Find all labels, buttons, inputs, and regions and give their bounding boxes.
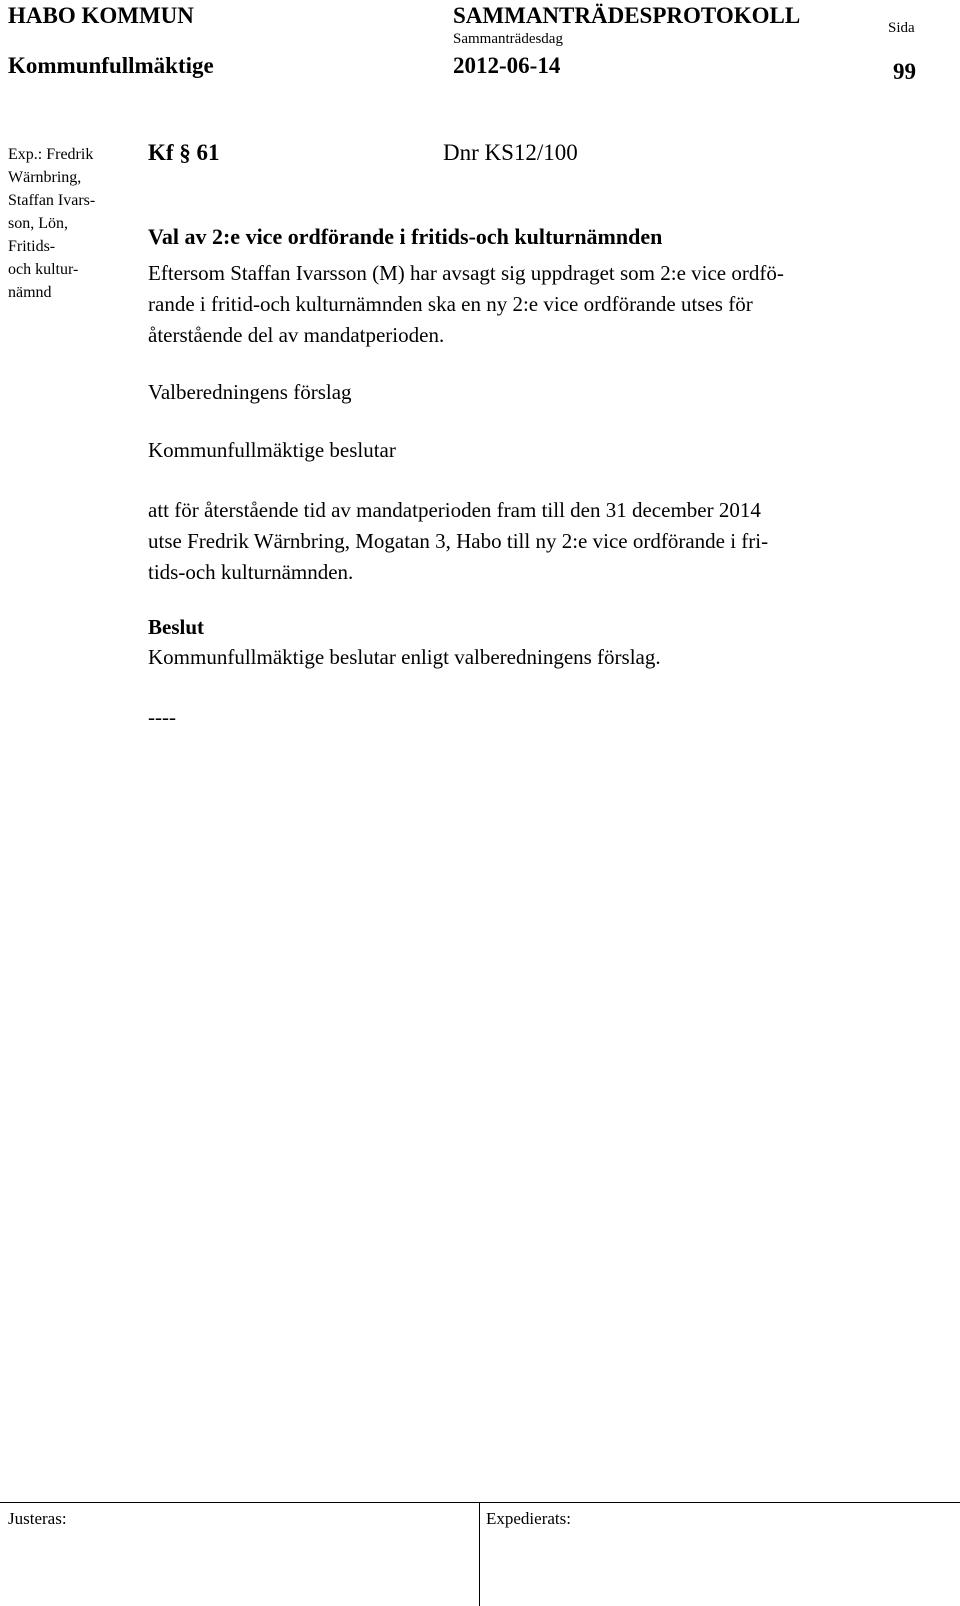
dispatch-line: Staffan Ivars- [8,192,96,209]
dnr-reference: Dnr KS12/100 [443,140,578,165]
document-type: SAMMANTRÄDESPROTOKOLL [453,3,801,28]
dispatch-line: nämnd [8,284,52,301]
expedierats-label: Expedierats: [486,1509,571,1528]
dispatch-note [8,143,128,304]
end-marker: ---- [148,705,176,729]
meeting-date: 2012-06-14 [453,53,561,78]
justeras-label: Justeras: [8,1509,67,1528]
dispatch-line: Exp.: Fredrik [8,146,94,163]
body-name: Kommunfullmäktige [8,53,214,78]
decision-heading: Beslut [148,615,205,639]
date-label: Sammanträdesdag [453,31,563,47]
org-name: HABO KOMMUN [8,3,194,28]
proposal-line: utse Fredrik Wärnbring, Mogatan 3, Habo till ny 2:e vice ordförande i fri- [148,529,769,553]
decision-text: Kommunfullmäktige beslutar enligt valberedningens förslag. [148,645,661,669]
dispatch-line: Fritids- [8,238,56,255]
proposal-heading: Valberedningens förslag [148,380,352,404]
page-number: 99 [893,59,916,84]
intro-line: återstående del av mandatperioden. [148,323,445,347]
intro-line: Eftersom Staffan Ivarsson (M) har avsagt sig uppdraget som 2:e vice ordfö- [148,261,784,285]
proposal-line: tids-och kulturnämnden. [148,560,354,584]
proposal-line: att för återstående tid av mandatperioden fram till den 31 december 2014 [148,498,761,522]
proposal-lead: Kommunfullmäktige beslutar [148,438,396,462]
page-label: Sida [888,20,915,36]
footer-column-divider [479,1502,480,1606]
footer-divider [0,1502,960,1503]
paragraph-number: Kf § 61 [148,140,220,165]
intro-line: rande i fritid-och kulturnämnden ska en ny 2:e vice ordförande utses för [148,292,753,316]
dispatch-line: Wärnbring, [8,169,82,186]
section-title: Val av 2:e vice ordförande i fritids-och kulturnämnden [148,224,663,249]
dispatch-line: och kultur- [8,261,79,278]
dispatch-line: son, Lön, [8,215,68,232]
